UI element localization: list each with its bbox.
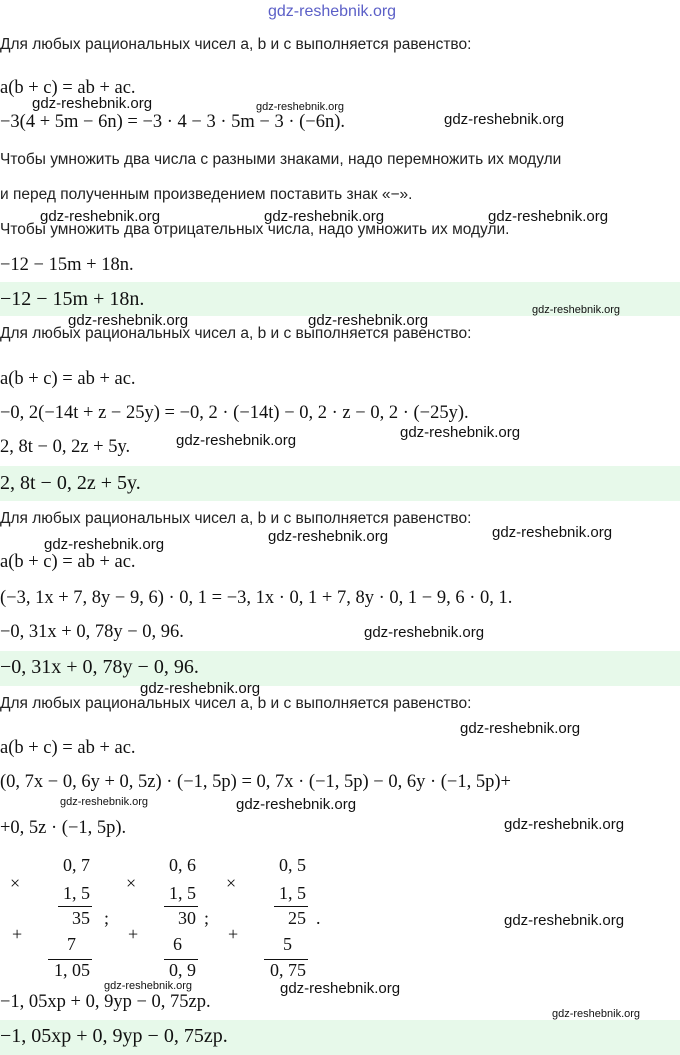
ex3-result: −0, 31x + 0, 78y − 0, 96. [0,622,184,642]
product: 1, 05 [54,960,90,980]
ex1-intro: Для любых рациональных чисел a, b и c выполняется равенство: [0,36,472,53]
watermark: gdz-reshebnik.org [492,524,613,541]
underline [58,906,92,907]
watermark: gdz-reshebnik.org [268,528,389,545]
ex1-answer: −12 − 15m + 18n. [0,288,145,310]
ex1-expand: −3(4 + 5m − 6n) = −3 · 4 − 3 · 5m − 3 · (−6n). [0,112,345,132]
product: 0, 75 [270,960,306,980]
partial-1: 30 [178,908,196,928]
ex4-answer: −1, 05xp + 0, 9yp − 0, 75zp. [0,1025,228,1047]
ex4-law: a(b + c) = ab + ac. [0,738,136,758]
separator: ; [204,908,210,928]
plus-sign: + [228,924,239,944]
plus-sign: + [12,924,23,944]
ex1-rule-2: и перед полученным произведением поставить знак «−». [0,186,413,203]
watermark: gdz-reshebnik.org [460,720,581,737]
watermark: gdz-reshebnik.org [60,796,149,808]
watermark: gdz-reshebnik.org [236,796,357,813]
ex4-intro: Для любых рациональных чисел a, b и c выполняется равенство: [0,695,472,712]
factor-1: 0, 7 [63,855,90,875]
ex2-answer: 2, 8t − 0, 2z + 5y. [0,472,141,494]
watermark: gdz-reshebnik.org [32,95,153,112]
partial-2: 7 [67,934,76,954]
factor-2: 1, 5 [169,883,196,903]
ex2-expand: −0, 2(−14t + z − 25y) = −0, 2 · (−14t) − 0, 2 · z − 0, 2 · (−25y). [0,403,469,423]
ex2-result: 2, 8t − 0, 2z + 5y. [0,437,131,457]
underline [164,906,198,907]
times-sign: × [10,873,21,893]
partial-2: 5 [283,934,292,954]
ex3-expand: (−3, 1x + 7, 8y − 9, 6) · 0, 1 = −3, 1x · 0, 1 + 7, 8y · 0, 1 − 9, 6 · 0, 1. [0,588,513,608]
ex1-rule-1: Чтобы умножить два числа с разными знаками, надо перемножить их модули [0,151,562,168]
plus-sign: + [128,924,139,944]
partial-2: 6 [173,934,182,954]
factor-1: 0, 5 [279,855,306,875]
product: 0, 9 [169,960,196,980]
factor-1: 0, 6 [169,855,196,875]
ex1-law: a(b + c) = ab + ac. [0,78,136,98]
watermark: gdz-reshebnik.org [68,312,189,329]
ex4-expand-2: +0, 5z · (−1, 5p). [0,818,127,838]
ex1-rule-3: Чтобы умножить два отрицательных числа, надо умножить их модули. [0,221,510,238]
watermark: gdz-reshebnik.org [552,1008,641,1020]
watermark: gdz-reshebnik.org [44,536,165,553]
ex4-expand-1: (0, 7x − 0, 6y + 0, 5z) · (−1, 5p) = 0, 7x · (−1, 5p) − 0, 6y · (−1, 5p)+ [0,772,511,792]
watermark: gdz-reshebnik.org [364,624,485,641]
factor-2: 1, 5 [279,883,306,903]
ex1-result: −12 − 15m + 18n. [0,255,134,275]
watermark: gdz-reshebnik.org [256,101,345,113]
partial-1: 35 [72,908,90,928]
times-sign: × [226,873,237,893]
watermark: gdz-reshebnik.org [532,304,621,316]
watermark: gdz-reshebnik.org [308,312,429,329]
watermark: gdz-reshebnik.org [40,208,161,225]
watermark: gdz-reshebnik.org [264,208,385,225]
watermark: gdz-reshebnik.org [280,980,401,997]
watermark: gdz-reshebnik.org [444,111,565,128]
watermark: gdz-reshebnik.org [176,432,297,449]
watermark: gdz-reshebnik.org [140,680,261,697]
times-sign: × [126,873,137,893]
watermark-top[interactable]: gdz-reshebnik.org [268,3,397,20]
watermark: gdz-reshebnik.org [504,816,625,833]
watermark: gdz-reshebnik.org [504,912,625,929]
period: . [316,908,321,928]
partial-1: 25 [288,908,306,928]
watermark: gdz-reshebnik.org [104,980,193,992]
watermark: gdz-reshebnik.org [400,424,521,441]
watermark: gdz-reshebnik.org [488,208,609,225]
ex2-law: a(b + c) = ab + ac. [0,369,136,389]
ex3-answer: −0, 31x + 0, 78y − 0, 96. [0,656,199,678]
ex3-intro: Для любых рациональных чисел a, b и c выполняется равенство: [0,510,472,527]
ex2-intro: Для любых рациональных чисел a, b и c выполняется равенство: [0,325,472,342]
factor-2: 1, 5 [63,883,90,903]
ex4-result: −1, 05xp + 0, 9yp − 0, 75zp. [0,992,211,1012]
separator: ; [104,908,110,928]
ex3-law: a(b + c) = ab + ac. [0,552,136,572]
underline [274,906,308,907]
